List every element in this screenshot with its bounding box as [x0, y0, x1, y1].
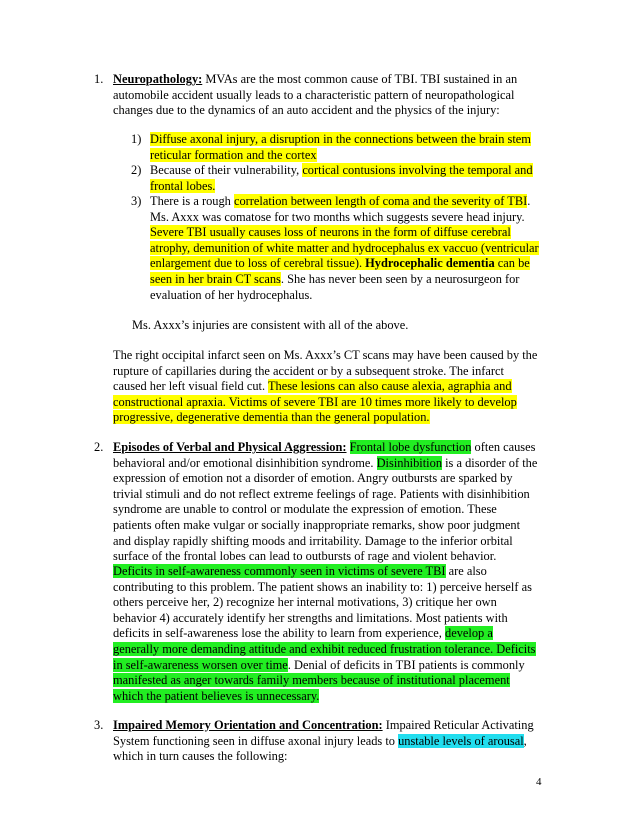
text-line	[150, 132, 531, 148]
text-run: . She has never been seen by a neurosurgeon for	[280, 271, 520, 286]
section-2-paragraph-2	[113, 564, 536, 704]
text-line	[113, 534, 537, 550]
text-run: MVAs are the most common cause of TBI. TBI sustained in an	[202, 72, 518, 86]
text-line	[150, 179, 533, 195]
text-line	[150, 194, 539, 210]
text-run: are also	[445, 564, 487, 578]
text-run: The right occipital infarct seen on Ms. Axxx’s CT scans may have been caused by the	[113, 348, 538, 362]
text-run: Frontal lobe dysfunction	[349, 440, 472, 454]
text-run: expression of emotion not a disorder of emotion. Angry outbursts are sparked by	[113, 471, 513, 486]
text-line	[113, 103, 517, 119]
text-run: manifested as anger towards family members because of institutional placement	[113, 673, 510, 688]
text-run: unstable levels of arousal	[398, 733, 524, 748]
text-line	[113, 689, 536, 705]
text-run: develop a	[445, 626, 493, 641]
text-run: surface of the frontal lobes can lead to outbursts of rage and violent behavior.	[113, 549, 497, 564]
item-3-number: 3)	[131, 194, 142, 208]
text-run: There is a rough	[150, 194, 234, 208]
text-run: These lesions can also cause alexia, agraphia and	[267, 379, 512, 394]
text-line	[113, 626, 536, 642]
text-line	[150, 241, 539, 257]
text-line	[150, 148, 531, 164]
text-run: Hydrocephalic dementia	[365, 256, 495, 271]
text-line	[113, 72, 517, 88]
text-line	[113, 348, 537, 364]
item-1-text	[150, 132, 531, 163]
text-run: Neuropathology:	[113, 72, 203, 86]
text-run: others perceive her, 2) recognize her internal motivations, 3) critique her own	[113, 595, 497, 610]
text-run: in self-awareness worsen over time	[113, 657, 288, 672]
text-run: which the patient believes is unnecessary.	[113, 688, 320, 703]
text-run: contributing to this problem. The patient shows an inability to: 1) perceive herself as	[113, 579, 532, 594]
page-number: 4	[536, 776, 542, 788]
text-run: seen in her brain CT scans	[150, 271, 281, 286]
item-2-text	[150, 163, 533, 194]
text-line	[113, 502, 537, 518]
text-run: automobile accident usually leads to a characteristic pattern of neuropathological	[113, 87, 515, 102]
text-line	[113, 673, 536, 689]
text-run: ,	[523, 733, 527, 748]
item-3-text	[150, 194, 539, 303]
text-run: correlation between length of coma and the severity of TBI	[233, 194, 528, 208]
text-run: frontal lobes.	[150, 178, 216, 193]
text-run: often causes	[471, 440, 536, 454]
text-line	[113, 379, 537, 395]
text-line	[113, 658, 536, 674]
text-line	[113, 410, 537, 426]
text-run: evaluation of her hydrocephalus.	[150, 287, 313, 302]
text-run: Ms. Axxx was comatose for two months which suggests severe head injury.	[150, 209, 525, 224]
consistent-statement: Ms. Axxx’s injuries are consistent with all of the above.	[132, 318, 409, 332]
text-line	[150, 163, 533, 179]
text-run: and display rapidly shifting moods and irritability. Damage to the inferior orbital	[113, 533, 513, 548]
text-run: Severe TBI usually causes loss of neurons in the form of diffuse cerebral	[150, 225, 511, 240]
section-2-paragraph-1	[113, 440, 537, 565]
text-run: Impaired Reticular Activating	[382, 718, 534, 732]
text-run: rupture of capillaries during the accident or by a subsequent stroke. The infarct	[113, 363, 504, 378]
text-line	[113, 395, 537, 411]
section-3-number: 3.	[94, 718, 104, 732]
text-line	[150, 256, 539, 272]
section-3-intro	[113, 718, 534, 765]
text-line	[113, 88, 517, 104]
text-line	[113, 364, 537, 380]
text-run: changes due to the dynamics of an auto accident and the physics of the injury:	[113, 103, 500, 118]
text-run: cortical contusions involving the temporal and	[302, 163, 533, 177]
text-run: patients often make vulgar or socially inappropriate remarks, show poor judgment	[113, 517, 521, 532]
text-line	[113, 440, 537, 456]
section-2-number: 2.	[94, 440, 104, 454]
section-1-intro	[113, 72, 517, 119]
text-line	[113, 734, 534, 750]
text-run: Because of their vulnerability,	[150, 163, 303, 177]
text-run: behavior 4) accurately identify her strengths and limitations. Most patients with	[113, 610, 508, 625]
text-line	[150, 210, 539, 226]
text-run: behavioral and/or emotional disinhibition syndrome.	[113, 455, 377, 470]
text-run: is a disorder of the	[442, 455, 538, 470]
text-run: caused her left visual field cut.	[113, 379, 268, 394]
text-line	[113, 564, 536, 580]
text-line	[113, 718, 534, 734]
text-run: trivial stimuli and do not reflect extreme feelings of rage. Patients with disinhibition	[113, 486, 530, 501]
text-run: reticular formation and the cortex	[150, 147, 317, 162]
text-run: can be	[494, 256, 530, 271]
text-run: Episodes of Verbal and Physical Aggression:	[113, 440, 347, 454]
text-run: constructional apraxia. Victims of severe TBI are 10 times more likely to develop	[113, 394, 517, 409]
text-run: enlargement due to loss of cerebral tissue).	[150, 256, 366, 271]
item-2-number: 2)	[131, 163, 142, 177]
text-line	[113, 642, 536, 658]
text-line	[113, 456, 537, 472]
text-run: syndrome are unable to control or modulate the expression of emotion. These	[113, 502, 497, 517]
text-line	[113, 549, 537, 565]
text-run: .	[527, 194, 531, 208]
item-1-number: 1)	[131, 132, 142, 146]
section-1-number: 1.	[94, 72, 104, 86]
text-run: deficits in self-awareness lose the ability to learn from experience,	[113, 626, 446, 641]
text-line	[150, 272, 539, 288]
text-run: Diffuse axonal injury, a disruption in the connections between the brain stem	[150, 132, 531, 146]
text-run: Disinhibition	[376, 455, 443, 470]
text-line	[113, 471, 537, 487]
text-run: . Denial of deficits in TBI patients is commonly	[287, 657, 525, 672]
section-1-paragraph-2	[113, 348, 537, 426]
text-run: generally more demanding attitude and exhibit reduced frustration tolerance. Deficits	[113, 641, 536, 656]
text-line	[113, 487, 537, 503]
text-run: atrophy, demunition of white matter and hydrocephalus ex vaccuo (ventricular	[150, 240, 539, 255]
text-run: System functioning seen in diffuse axonal injury leads to	[113, 733, 399, 748]
text-line	[113, 749, 534, 765]
text-run: which in turn causes the following:	[113, 749, 288, 764]
text-run: Impaired Memory Orientation and Concentration:	[113, 718, 383, 732]
text-line	[113, 595, 536, 611]
text-run: Deficits in self-awareness commonly seen in victims of severe TBI	[113, 564, 446, 578]
text-line	[150, 288, 539, 304]
text-line	[113, 580, 536, 596]
text-line	[113, 611, 536, 627]
text-line	[113, 518, 537, 534]
text-line	[150, 225, 539, 241]
text-run: progressive, degenerative dementia than the general population.	[113, 410, 430, 425]
